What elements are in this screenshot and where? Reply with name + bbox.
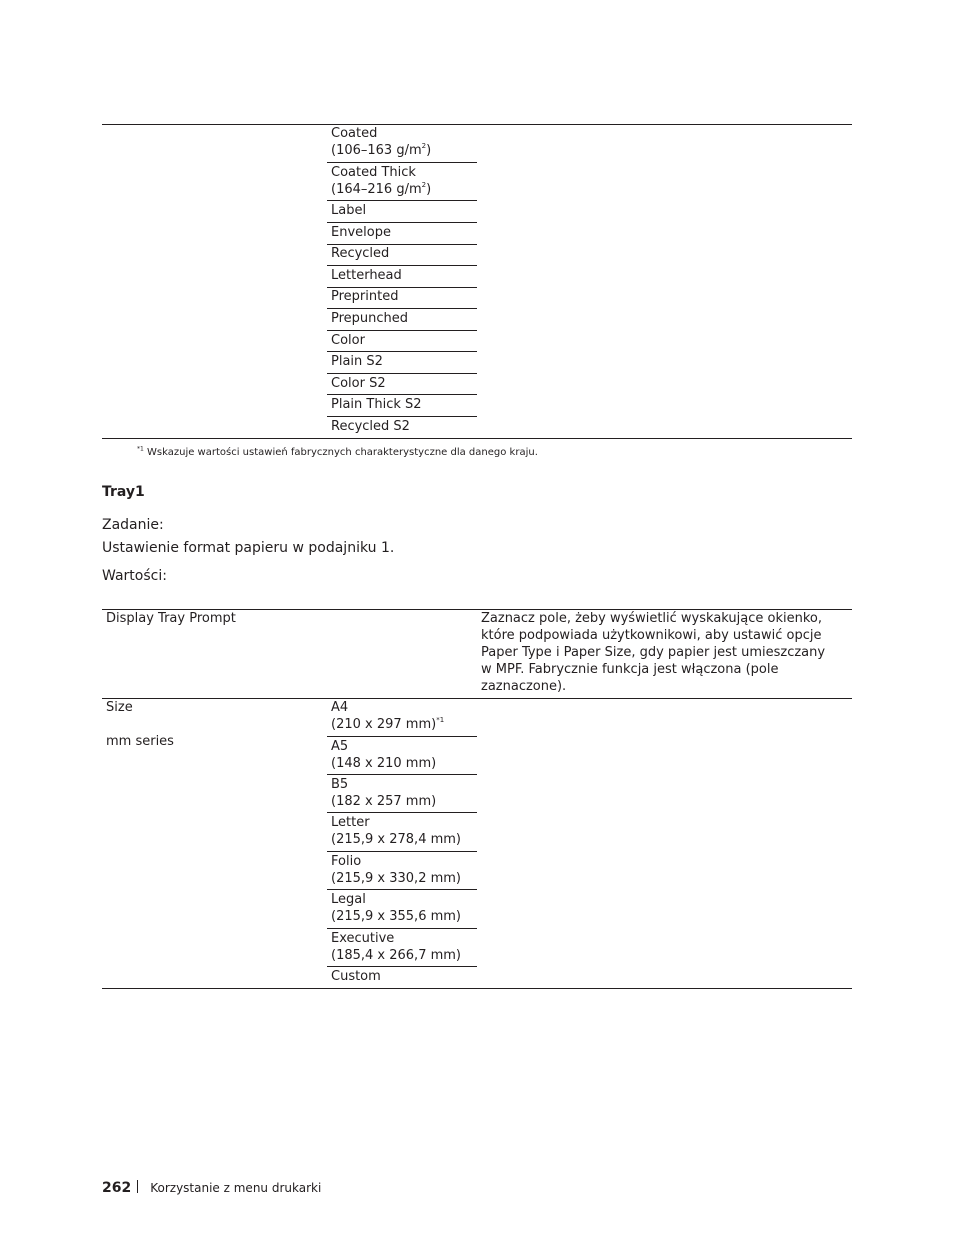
paper-type-cell-coated-thick bbox=[331, 164, 476, 198]
chapter-title: Korzystanie z menu drukarki bbox=[150, 1181, 322, 1195]
task-text: Ustawienie format papieru w podajniku 1. bbox=[102, 540, 395, 556]
paper-type-name: Coated Thick bbox=[331, 165, 416, 180]
description-line: zaznaczone). bbox=[481, 679, 567, 694]
cell-divider bbox=[327, 265, 477, 266]
paper-type-cell: Prepunched bbox=[331, 311, 409, 326]
size-name: A5 bbox=[331, 739, 349, 754]
footnote bbox=[137, 446, 538, 460]
top-table-top-rule bbox=[102, 124, 852, 125]
size-name: Executive bbox=[331, 931, 395, 946]
size-dims: (210 x 297 mm) bbox=[331, 717, 437, 732]
footnote-marker: *1 bbox=[137, 445, 144, 453]
description-line: Paper Type i Paper Size, gdy papier jest umieszczany bbox=[481, 645, 826, 660]
size-name: Letter bbox=[331, 815, 370, 830]
cell-divider bbox=[327, 222, 477, 223]
cell-divider bbox=[327, 330, 477, 331]
description-line: które podpowiada użytkownikowi, aby ustawić opcje bbox=[481, 628, 822, 643]
row-rule bbox=[102, 698, 852, 699]
paper-type-cell: Recycled bbox=[331, 246, 390, 261]
paper-type-cell: Preprinted bbox=[331, 289, 399, 304]
size-dims: (185,4 x 266,7 mm) bbox=[331, 948, 461, 963]
size-cell-b5 bbox=[331, 776, 476, 810]
page-number: 262 bbox=[102, 1180, 132, 1196]
cell-divider bbox=[327, 889, 477, 890]
cell-divider bbox=[327, 416, 477, 417]
size-dims: (215,9 x 355,6 mm) bbox=[331, 909, 461, 924]
size-label: Size bbox=[106, 700, 133, 715]
paper-type-weight: (164–216 g/m bbox=[331, 182, 422, 197]
superscript: 2 bbox=[421, 180, 427, 189]
cell-divider bbox=[327, 774, 477, 775]
size-cell-legal bbox=[331, 891, 476, 925]
superscript: 2 bbox=[421, 141, 427, 150]
description-line: w MPF. Fabrycznie funkcja jest włączona (pole bbox=[481, 662, 779, 677]
paper-type-weight: (106–163 g/m bbox=[331, 143, 422, 158]
size-name: A4 bbox=[331, 700, 349, 715]
footnote-text: Wskazuje wartości ustawień fabrycznych charakterystyczne dla danego kraju. bbox=[147, 447, 538, 458]
size-dims: (215,9 x 278,4 mm) bbox=[331, 832, 461, 847]
description-line: Zaznacz pole, żeby wyświetlić wyskakujące okienko, bbox=[481, 611, 822, 626]
cell-divider bbox=[327, 308, 477, 309]
cell-divider bbox=[327, 373, 477, 374]
paren-close: ) bbox=[426, 182, 432, 197]
cell-divider bbox=[327, 200, 477, 201]
cell-divider bbox=[327, 394, 477, 395]
paper-type-cell-coated bbox=[331, 125, 476, 159]
paper-type-cell: Plain Thick S2 bbox=[331, 397, 422, 412]
paper-type-cell: Label bbox=[331, 203, 367, 218]
size-name: Folio bbox=[331, 854, 362, 869]
cell-divider bbox=[327, 966, 477, 967]
size-cell-a5 bbox=[331, 738, 476, 772]
size-cell-executive bbox=[331, 930, 476, 964]
footer-separator bbox=[137, 1180, 138, 1193]
cell-divider bbox=[327, 928, 477, 929]
page-footer bbox=[102, 1180, 321, 1196]
size-cell-a4 bbox=[331, 699, 476, 733]
size-name: Legal bbox=[331, 892, 366, 907]
cell-divider bbox=[327, 351, 477, 352]
values-label: Wartości: bbox=[102, 568, 167, 584]
task-label: Zadanie: bbox=[102, 517, 164, 533]
mm-series-label: mm series bbox=[106, 734, 174, 749]
paper-type-cell: Recycled S2 bbox=[331, 419, 410, 434]
cell-divider bbox=[327, 812, 477, 813]
cell-divider bbox=[327, 736, 477, 737]
paper-type-name: Coated bbox=[331, 126, 378, 141]
size-dims: (182 x 257 mm) bbox=[331, 794, 437, 809]
cell-divider bbox=[327, 851, 477, 852]
display-tray-prompt-description bbox=[481, 610, 831, 695]
size-cell-letter bbox=[331, 814, 476, 848]
paper-type-cell: Plain S2 bbox=[331, 354, 383, 369]
cell-divider bbox=[327, 162, 477, 163]
paper-type-cell: Color S2 bbox=[331, 376, 386, 391]
top-table-bottom-rule bbox=[102, 438, 852, 439]
superscript: *1 bbox=[436, 715, 445, 724]
paper-type-cell: Letterhead bbox=[331, 268, 402, 283]
size-name: B5 bbox=[331, 777, 349, 792]
size-cell-custom: Custom bbox=[331, 969, 381, 984]
bottom-table-bottom-rule bbox=[102, 988, 852, 989]
paper-type-cell: Envelope bbox=[331, 225, 391, 240]
paper-type-cell: Color bbox=[331, 333, 365, 348]
section-title: Tray1 bbox=[102, 484, 145, 500]
size-cell-folio bbox=[331, 853, 476, 887]
paren-close: ) bbox=[426, 143, 432, 158]
size-dims: (148 x 210 mm) bbox=[331, 756, 437, 771]
size-dims: (215,9 x 330,2 mm) bbox=[331, 871, 461, 886]
display-tray-prompt-label: Display Tray Prompt bbox=[106, 611, 236, 626]
